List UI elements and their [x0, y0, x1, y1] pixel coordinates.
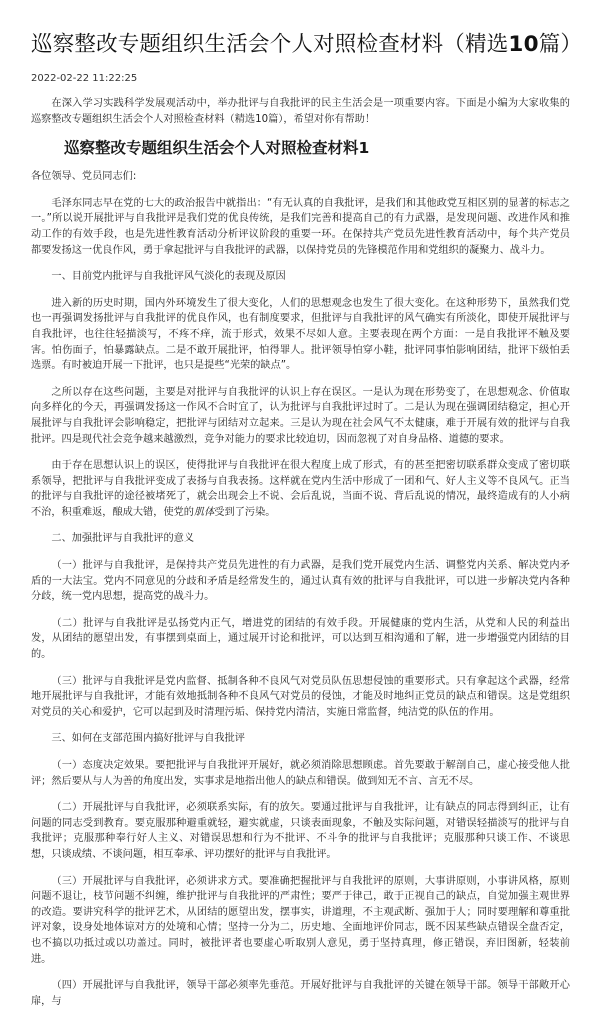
body-paragraph: （四）开展批评与自我批评，领导干部必须率先垂范。开展好批评与自我批评的关键在领导干部。领导干部敞开心扉，与 — [31, 980, 570, 1007]
page-title — [31, 0, 583, 60]
body-paragraph: 之所以存在这些问题，主要是对批评与自我批评的认识上存在误区。一是认为现在形势变了，在思想观念、价值取向多样化的今天，再强调发扬这一作风不合时宜了，认为批评与自我批评过时了。二是认为现在强调团结稳定，担心开展批评与自我批评会影响稳定，把批评与团结对立起来。三是认为现在社会风气不太健康，难于开展有效的批评与自我批评。四是现代社会竞争越来越激烈，竞争对能力的要求比较迫切，因而忽视了对自身品格、道德的要求。 — [31, 386, 570, 445]
section-heading: 一、目前党内批评与自我批评风气淡化的表现及原因 — [51, 271, 286, 283]
body-text: 由于存在思想认识上的误区，使得批评与自我批评在很大程度上成了形式，有的甚至把密切联系群众变成了密切联系领导，把批评与自我批评变成了表扬与自我表扬。这样就在党内生活中形成了一团和气、好人主义等不良风气。正当的批评与自我批评的途径被堵死了，就会出现会上不说、会后乱说，当面不说、背后乱说的情况，最终造成有的人小病不治，积重难返，酿成大错，使党的 — [31, 460, 570, 518]
page-title-number: 10 — [508, 32, 539, 57]
page-title-suffix: 篇） — [538, 32, 583, 57]
body-paragraph: （三）开展批评与自我批评，必须讲求方式。要准确把握批评与自我批评的原则，大事讲原则，小事讲风格，原则问题不退让，枝节问题不纠缠，维护批评与自我批评的严肃性；要严于律己，敢于正视自己的缺点，自觉加强主观世界的改造。要讲究科学的批评艺术，从团结的愿望出发，摆事实，讲道理，不主观武断、强加于人；同时要理解和尊重批评对象，设身处地体谅对方的处境和心情；坚持一分为二，历史地、全面地评价同志，既不因某些缺点错误全盘否定，也不搞以功抵过或以功盖过。同时，被批评者也要虚心听取别人意见，勇于坚持真理，修正错误，弃旧图新，轻装前进。 — [31, 875, 570, 965]
italic-phrase: 肌体 — [194, 506, 215, 518]
section-heading: 三、如何在支部范围内搞好批评与自我批评 — [51, 733, 245, 745]
publish-timestamp: 2022-02-22 11:22:25 — [31, 73, 138, 84]
body-paragraph: 进入新的历史时期，国内外环境发生了很大变化，人们的思想观念也发生了很大变化。在这种形势下，虽然我们党也一再强调发扬批评与自我批评的优良作风，也有制度要求，但批评与自我批评的风气确实有所淡化，即使开展批评与自我批评，也往往轻描淡写，不疼不痒，流于形式，效果不尽如人意。主要表现在两个方面：一是自我批评不触及要害。怕伤面子，怕暴露缺点。二是不敢开展批评，怕得罪人。批评领导怕穿小鞋，批评同事怕影响团结，批评下级怕丢选票。有时被迫开展一下批评，也只是提些“光荣的缺点”。 — [31, 297, 570, 372]
body-paragraph — [31, 458, 570, 520]
body-paragraph: （一）态度决定效果。要把批评与自我批评开展好，就必须消除思想顾虑。首先要敢于解剖自己，虚心接受他人批评；然后要从与人为善的角度出发，实事求是地指出他人的缺点和错误。做到知无不言、言无不尽。 — [31, 760, 570, 787]
salutation: 各位领导、党员同志们: — [31, 171, 137, 183]
body-paragraph: 毛泽东同志早在党的七大的政治报告中就指出：“有无认真的自我批评，是我们和其他政党互相区别的显著的标志之一。”所以说开展批评与自我批评是我们党的优良传统，是我们完善和提高自己的有力武器，是发现问题、改进作风和推动工作的有效手段，也是先进性教育活动分析评议阶段的重要一环。在保持共产党员先进性教育活动中，每个共产党员都要发扬这一优良作风，勇于拿起批评与自我批评的武器，以保持党员的先锋模范作用和党组织的凝聚力、战斗力。 — [31, 197, 570, 256]
body-text: 受到了污染。 — [214, 506, 276, 518]
body-paragraph: （一）批评与自我批评，是保持共产党员先进性的有力武器，是我们党开展党内生活、调整党内关系、解决党内矛盾的一大法宝。党内不同意见的分歧和矛盾是经常发生的，通过认真有效的批评与自我批评，可以进一步解决党内各种分歧，统一党内思想，提高党的战斗力。 — [31, 560, 570, 603]
body-paragraph: （三）批评与自我批评是党内监督、抵制各种不良风气对党员队伍思想侵蚀的重要形式。只有拿起这个武器，经常地开展批评与自我批评，才能有效地抵制各种不良风气对党员的侵蚀，才能及时地纠正党员的缺点和错误。这是党组织对党员的关心和爱护，它可以起到及时清理污垢、保持党内清洁，实施日常监督，纯洁党的队伍的作用。 — [31, 675, 570, 718]
page-title-prefix: 巡察整改专题组织生活会个人对照检查材料（精选 — [31, 32, 509, 57]
body-paragraph: （二）批评与自我批评是弘扬党内正气，增进党的团结的有效手段。开展健康的党内生活，从党和人民的利益出发，从团结的愿望出发，有事摆到桌面上，通过展开讨论和批评，可以达到互相沟通和了解，进一步增强党内团结的目的。 — [31, 617, 570, 661]
article-title: 巡察整改专题组织生活会个人对照检查材料1 — [64, 139, 370, 158]
section-heading: 二、加强批评与自我批评的意义 — [51, 533, 195, 545]
body-paragraph: （二）开展批评与自我批评，必须联系实际，有的放矢。要通过批评与自我批评，让有缺点的同志得到纠正，让有问题的同志受到教育。要克服那种避重就轻，避实就虚，只谈表面现象，不触及实际问题，对错误轻描淡写的批评与自我批评；克服那种奉行好人主义、对错误思想和行为不批评、不斗争的批评与自我批评；克服那种只谈工作、不谈思想，只谈成绩、不谈问题，相互奉承、评功摆好的批评与自我批评。 — [31, 802, 570, 860]
intro-paragraph: 在深入学习实践科学发展观活动中，举办批评与自我批评的民主生活会是一项重要内容。下面是小编为大家收集的巡察整改专题组织生活会个人对照检查材料（精选10篇），希望对你有帮助！ — [31, 98, 570, 125]
